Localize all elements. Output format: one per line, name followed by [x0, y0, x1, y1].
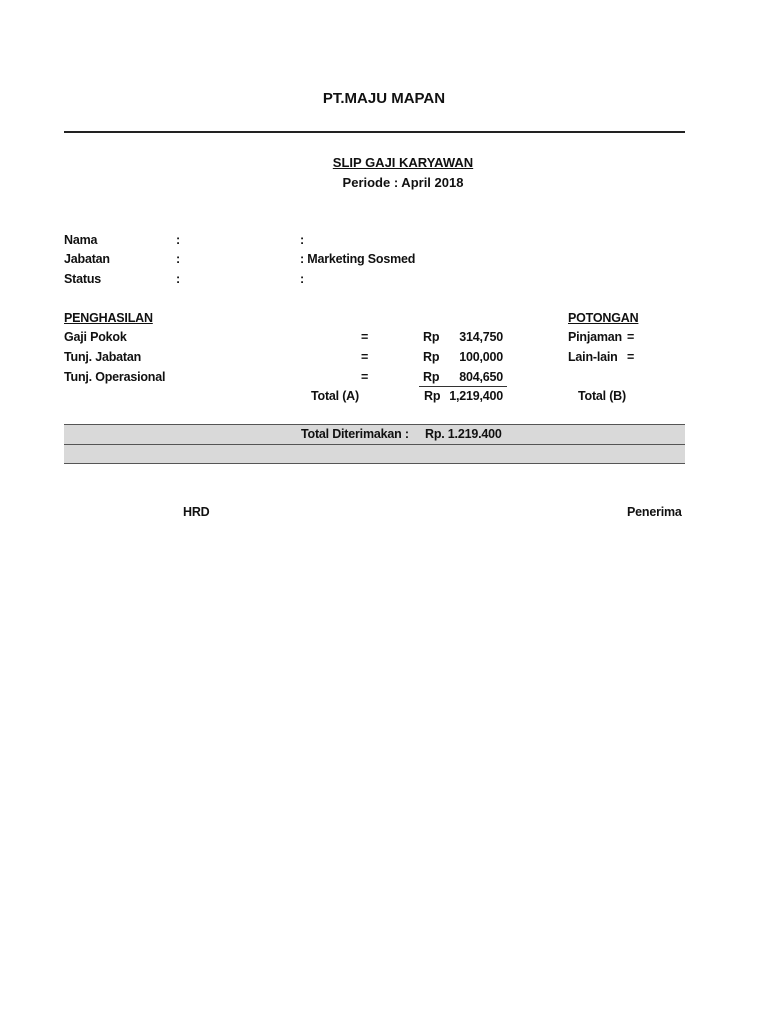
- employee-position-label: Jabatan: [64, 252, 110, 266]
- income-item-label: Tunj. Jabatan: [64, 350, 142, 364]
- employee-name-sep: :: [176, 233, 180, 247]
- income-total-amount: 1,219,400: [449, 389, 503, 403]
- slip-period: Periode : April 2018: [342, 175, 464, 190]
- employee-name-value: :: [300, 233, 304, 247]
- income-item-label: Tunj. Operasional: [64, 370, 166, 384]
- income-header: PENGHASILAN: [64, 311, 153, 325]
- signature-recipient: Penerima: [627, 505, 682, 519]
- income-item-label: Gaji Pokok: [64, 330, 127, 344]
- income-item-eq: =: [361, 330, 369, 344]
- employee-position-value: : Marketing Sosmed: [300, 252, 416, 266]
- deductions-total-label: Total (B): [578, 389, 626, 403]
- deductions-header: POTONGAN: [568, 311, 639, 325]
- income-item-currency: Rp: [423, 330, 440, 344]
- income-total-label: Total (A): [311, 389, 359, 403]
- header-divider: [64, 131, 685, 133]
- subtotal-underline: [419, 386, 507, 387]
- net-total-label: Total Diterimakan :: [301, 427, 409, 441]
- net-band-empty-row: [64, 445, 685, 463]
- net-band-bottom-border: [64, 463, 685, 464]
- income-item-amount: 314,750: [459, 330, 503, 344]
- net-total-amount: Rp. 1.219.400: [425, 427, 502, 441]
- income-item-currency: Rp: [423, 350, 440, 364]
- employee-position-sep: :: [176, 252, 180, 266]
- slip-title: SLIP GAJI KARYAWAN: [332, 155, 474, 170]
- signature-hrd: HRD: [183, 505, 210, 519]
- company-name: PT.MAJU MAPAN: [322, 90, 446, 107]
- employee-status-value: :: [300, 272, 304, 286]
- employee-status-sep: :: [176, 272, 180, 286]
- income-item-currency: Rp: [423, 370, 440, 384]
- income-item-amount: 804,650: [459, 370, 503, 384]
- income-item-amount: 100,000: [459, 350, 503, 364]
- employee-name-label: Nama: [64, 233, 98, 247]
- income-item-eq: =: [361, 370, 369, 384]
- deduction-item-label: Pinjaman: [568, 330, 622, 344]
- deduction-item-eq: =: [627, 330, 635, 344]
- income-total-currency: Rp: [424, 389, 441, 403]
- deduction-item-label: Lain-lain: [568, 350, 618, 364]
- income-item-eq: =: [361, 350, 369, 364]
- employee-status-label: Status: [64, 272, 102, 286]
- deduction-item-eq: =: [627, 350, 635, 364]
